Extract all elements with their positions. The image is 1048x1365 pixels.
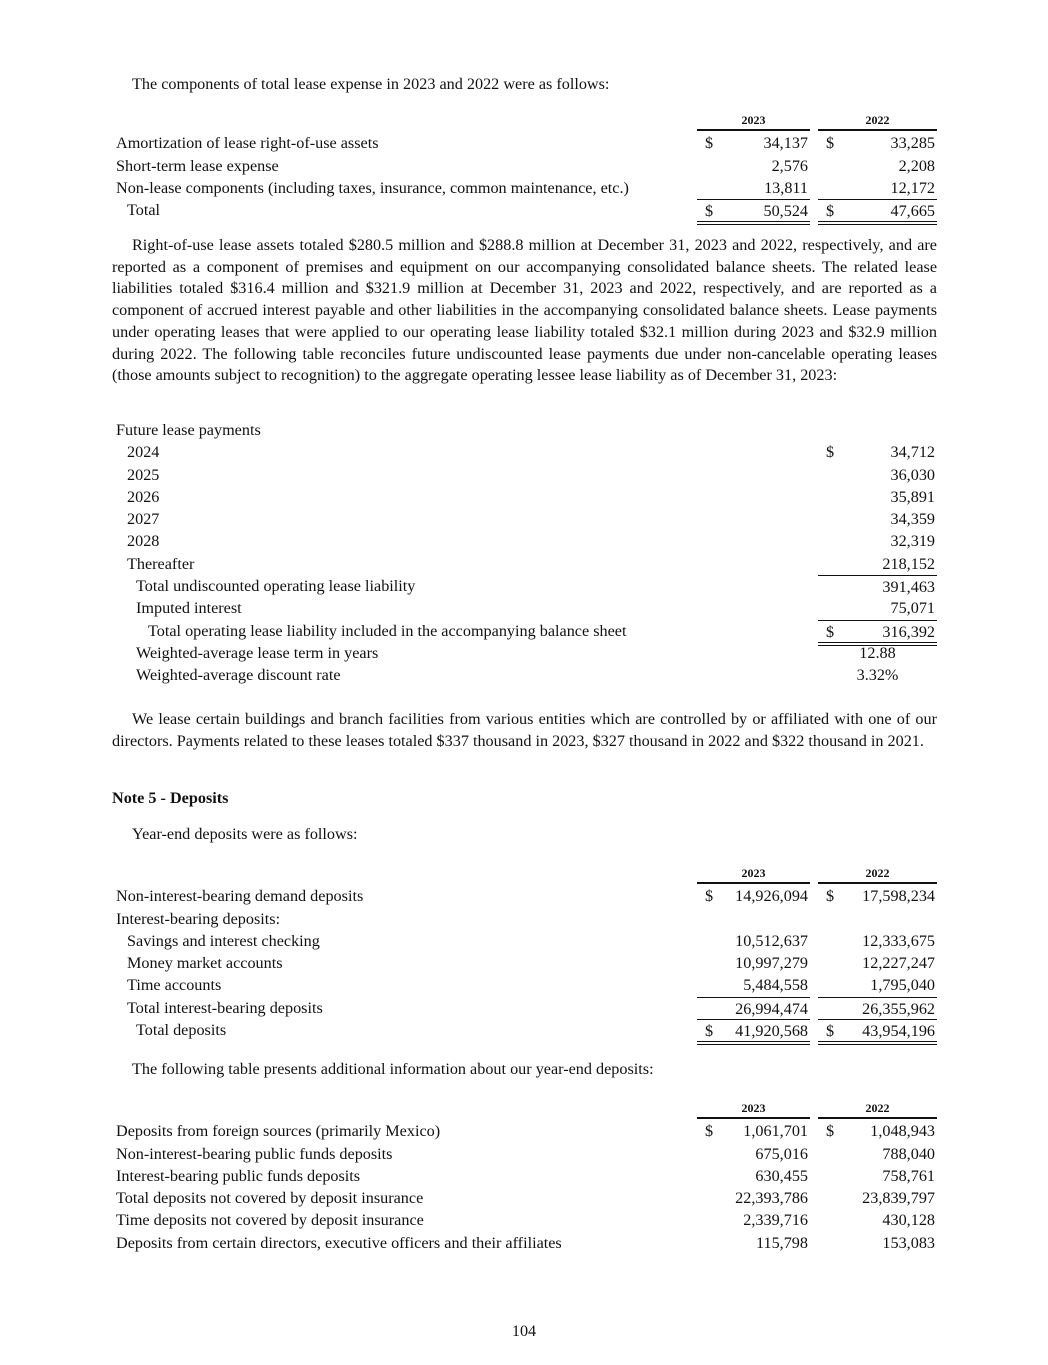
- row-value: 75,071: [890, 599, 935, 618]
- value-cell: [818, 908, 937, 929]
- table-row: [116, 930, 938, 952]
- currency-symbol: $: [705, 202, 714, 221]
- lease-expense-table: [116, 110, 938, 221]
- row-label: Thereafter: [127, 554, 195, 573]
- row-label: Savings and interest checking: [127, 931, 320, 950]
- table-row: [116, 952, 938, 974]
- value-cell: [697, 1187, 810, 1208]
- row-value: 41,920,568: [735, 1022, 808, 1041]
- value-cell: [818, 419, 937, 440]
- table-header-row: [116, 863, 938, 885]
- value-cell: [697, 930, 810, 951]
- table-row: [116, 464, 938, 486]
- table-row: [116, 553, 938, 575]
- value-cell: [818, 952, 937, 973]
- row-label: Total interest-bearing deposits: [127, 998, 323, 1017]
- row-label: Total deposits not covered by deposit insurance: [116, 1189, 424, 1208]
- row-value: 32,319: [890, 532, 935, 551]
- currency-symbol: $: [826, 134, 835, 153]
- value-cell: [697, 1120, 810, 1141]
- value-cell: [818, 642, 937, 663]
- row-value: 788,040: [882, 1144, 935, 1163]
- additional-intro: The following table presents additional information about our year-end deposits:: [132, 1060, 654, 1078]
- row-label: Total: [127, 201, 161, 220]
- rou-paragraph: Right-of-use lease assets totaled $280.5 million and $288.8 million at December 31, 2023 and 2022, respectively, and are reported as a component of premises and equipment on our accompanying consolidated balance sheets. The related lease liabilities totaled $316.4 million and $321.9 million at December 31, 2023 and 2022, respectively, and are reported as a component of accrued interest payable and other liabilities in the accompanying consolidated balance sheets. Lease payments under operating leases that were applied to our operating lease liability totaled $32.1 million during 2023 and $32.9 million during 2022. The following table reconciles future undiscounted lease payments due under non-cancelable operating leases (those amounts subject to recognition) to the aggregate operating lessee lease liability as of December 31, 2023:: [112, 236, 937, 385]
- currency-symbol: $: [826, 1122, 835, 1141]
- table-row: [116, 1187, 938, 1209]
- row-label: Total deposits: [136, 1021, 227, 1040]
- row-label: Deposits from foreign sources (primarily Mexico): [116, 1122, 441, 1141]
- column-header-2022: 2022: [818, 110, 937, 131]
- value-cell: [697, 132, 810, 153]
- value-cell: [818, 1165, 937, 1186]
- row-label: Short-term lease expense: [116, 156, 279, 175]
- row-label: 2024: [127, 443, 160, 462]
- table-row: [116, 1232, 938, 1254]
- row-value: 630,455: [755, 1166, 808, 1185]
- row-value: 36,030: [890, 465, 935, 484]
- row-label: Deposits from certain directors, executive officers and their affiliates: [116, 1233, 562, 1252]
- row-value: 218,152: [882, 554, 935, 573]
- table-row: [116, 908, 938, 930]
- row-label: Non-interest-bearing demand deposits: [116, 887, 364, 906]
- table-row: [116, 885, 938, 907]
- row-value: 33,285: [890, 134, 935, 153]
- row-label: Amortization of lease right-of-use assets: [116, 134, 379, 153]
- lease-expense-intro: The components of total lease expense in 2023 and 2022 were as follows:: [132, 75, 610, 93]
- currency-symbol: $: [705, 1022, 714, 1041]
- row-value: 2,208: [898, 156, 935, 175]
- value-cell: [818, 177, 937, 198]
- row-value: 758,761: [882, 1166, 935, 1185]
- table-header-row: [116, 1098, 938, 1120]
- additional-deposits-table: [116, 1098, 938, 1254]
- currency-symbol: $: [705, 1122, 714, 1141]
- deposits-table: [116, 863, 938, 1041]
- row-label: 2027: [127, 510, 160, 529]
- value-cell: [697, 997, 810, 1019]
- row-label: Weighted-average discount rate: [136, 666, 341, 685]
- table-row: [116, 132, 938, 154]
- row-value: 391,463: [882, 578, 935, 597]
- row-value: 50,524: [763, 202, 808, 221]
- value-cell: [818, 1232, 937, 1253]
- value-cell: [818, 664, 937, 685]
- row-value: 17,598,234: [862, 887, 935, 906]
- value-cell: [818, 132, 937, 153]
- table-header-row: [116, 110, 938, 132]
- row-value: 316,392: [882, 622, 935, 641]
- table-row: [116, 486, 938, 508]
- row-label: Interest-bearing deposits:: [116, 909, 281, 928]
- currency-symbol: $: [826, 202, 835, 221]
- value-cell: [697, 908, 810, 929]
- row-value: 10,997,279: [735, 954, 808, 973]
- value-cell: [818, 155, 937, 176]
- row-value: 26,355,962: [862, 999, 935, 1018]
- value-cell: [818, 553, 937, 574]
- table-row: [116, 1019, 938, 1041]
- table-row: [116, 1209, 938, 1231]
- value-cell: [818, 1143, 937, 1164]
- row-value: 12,333,675: [862, 931, 935, 950]
- row-value: 14,926,094: [735, 887, 808, 906]
- table-row: [116, 997, 938, 1019]
- row-value: 34,712: [890, 443, 935, 462]
- row-value: 43,954,196: [862, 1022, 935, 1041]
- row-value: 34,359: [890, 510, 935, 529]
- value-cell: [818, 1209, 937, 1230]
- row-label: Time deposits not covered by deposit insurance: [116, 1211, 424, 1230]
- table-row: [116, 642, 938, 664]
- value-cell: [818, 1019, 937, 1045]
- row-value: 22,393,786: [735, 1189, 808, 1208]
- value-cell: [697, 199, 810, 225]
- row-value: 12.88: [859, 643, 896, 662]
- row-label: Non-lease components (including taxes, insurance, common maintenance, etc.): [116, 178, 629, 197]
- row-value: 23,839,797: [862, 1189, 935, 1208]
- table-row: [116, 664, 938, 686]
- value-cell: [697, 1165, 810, 1186]
- row-label: Weighted-average lease term in years: [136, 643, 379, 662]
- row-value: 1,048,943: [870, 1122, 935, 1141]
- currency-symbol: $: [826, 887, 835, 906]
- row-value: 35,891: [890, 487, 935, 506]
- row-label: 2025: [127, 465, 160, 484]
- value-cell: [818, 508, 937, 529]
- value-cell: [818, 597, 937, 618]
- table-row: [116, 441, 938, 463]
- table-row: [116, 1120, 938, 1142]
- value-cell: [818, 974, 937, 995]
- row-label: Future lease payments: [116, 421, 261, 439]
- table-row: [116, 1143, 938, 1165]
- row-value: 13,811: [764, 178, 808, 197]
- value-cell: [697, 885, 810, 906]
- value-cell: [697, 155, 810, 176]
- row-value: 26,994,474: [735, 999, 808, 1018]
- row-label: Time accounts: [127, 976, 222, 995]
- value-cell: [697, 1019, 810, 1045]
- value-cell: [818, 464, 937, 485]
- row-label: 2026: [127, 487, 160, 506]
- row-value: 115,798: [755, 1233, 808, 1252]
- table-row: [116, 620, 938, 642]
- row-label: Non-interest-bearing public funds deposits: [116, 1144, 393, 1163]
- row-value: 675,016: [755, 1144, 808, 1163]
- value-cell: [697, 952, 810, 973]
- table-row: [116, 199, 938, 221]
- row-label: 2028: [127, 532, 160, 551]
- value-cell: [818, 997, 937, 1019]
- row-label: Imputed interest: [136, 599, 242, 618]
- row-value: 2,339,716: [743, 1211, 808, 1230]
- row-value: 10,512,637: [735, 931, 808, 950]
- table-row: [116, 419, 938, 441]
- value-cell: [818, 441, 937, 462]
- table-row: [116, 974, 938, 996]
- value-cell: [818, 530, 937, 551]
- table-row: [116, 575, 938, 597]
- row-value: 430,128: [882, 1211, 935, 1230]
- row-label: Money market accounts: [127, 954, 283, 973]
- value-cell: [818, 199, 937, 225]
- value-cell: [818, 1120, 937, 1141]
- currency-symbol: $: [826, 622, 835, 641]
- value-cell: [697, 1143, 810, 1164]
- table-row: [116, 155, 938, 177]
- row-label: Total undiscounted operating lease liability: [136, 577, 416, 596]
- column-header-2022: 2022: [818, 1098, 937, 1119]
- currency-symbol: $: [826, 443, 835, 462]
- value-cell: [697, 1209, 810, 1230]
- column-header-2023: 2023: [697, 863, 810, 884]
- table-row: [116, 508, 938, 530]
- column-header-2022: 2022: [818, 863, 937, 884]
- related-party-lease-paragraph: We lease certain buildings and branch facilities from various entities which are controlled by or affiliated with one of our directors. Payments related to these leases totaled $337 thousand in 2023, $327 thousand in 2022 and $322 thousand in 2021.: [112, 710, 937, 750]
- table-row: [116, 530, 938, 552]
- column-header-2023: 2023: [697, 1098, 810, 1119]
- value-cell: [818, 1187, 937, 1208]
- row-value: 12,227,247: [862, 954, 935, 973]
- deposits-intro: Year-end deposits were as follows:: [132, 825, 358, 843]
- note5-heading: Note 5 - Deposits: [112, 789, 229, 807]
- table-row: [116, 597, 938, 619]
- row-value: 1,061,701: [743, 1122, 808, 1141]
- currency-symbol: $: [826, 1022, 835, 1041]
- row-label: Total operating lease liability included in the accompanying balance sheet: [148, 621, 627, 640]
- row-value: 2,576: [771, 156, 808, 175]
- table-row: [116, 1165, 938, 1187]
- row-value: 12,172: [890, 178, 935, 197]
- row-value: 34,137: [763, 134, 808, 153]
- row-value: 1,795,040: [870, 976, 935, 995]
- column-header-2023: 2023: [697, 110, 810, 131]
- value-cell: [818, 486, 937, 507]
- row-value: 153,083: [882, 1233, 935, 1252]
- row-value: 5,484,558: [743, 976, 808, 995]
- row-label: Interest-bearing public funds deposits: [116, 1166, 361, 1185]
- value-cell: [697, 1232, 810, 1253]
- currency-symbol: $: [705, 887, 714, 906]
- page-number: 104: [511, 1322, 537, 1340]
- currency-symbol: $: [705, 134, 714, 153]
- value-cell: [697, 974, 810, 995]
- row-value: 47,665: [890, 202, 935, 221]
- table-row: [116, 177, 938, 199]
- value-cell: [818, 885, 937, 906]
- value-cell: [818, 930, 937, 951]
- row-value: 3.32%: [856, 666, 899, 685]
- future-lease-payments-table: [116, 419, 938, 687]
- value-cell: [697, 177, 810, 198]
- value-cell: [818, 575, 937, 597]
